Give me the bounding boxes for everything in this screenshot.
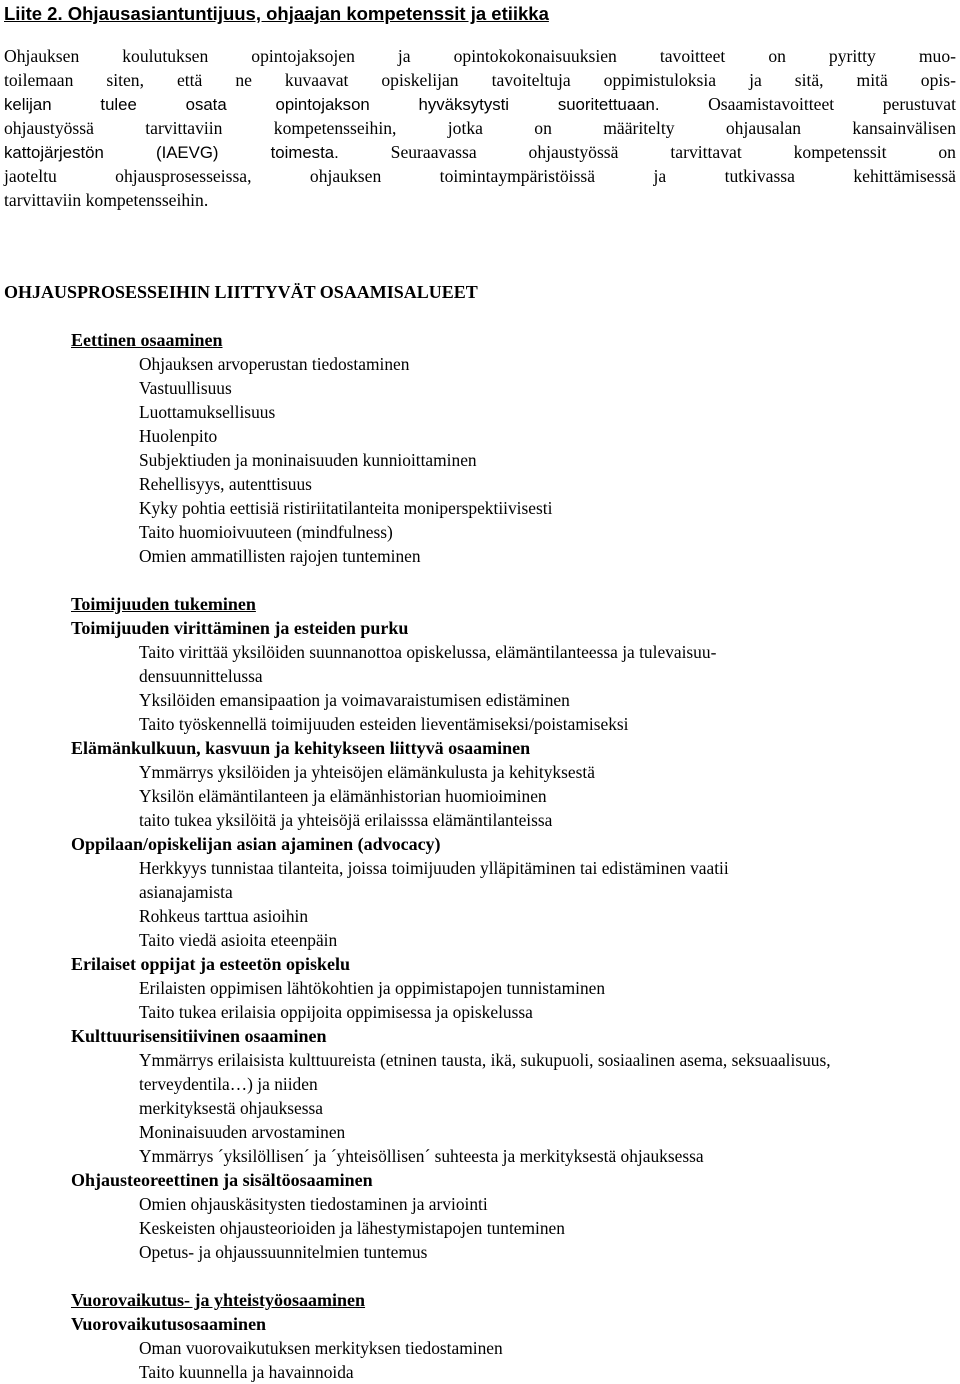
subarea-heading: Oppilaan/opiskelijan asian ajaminen (advocacy) xyxy=(71,834,441,854)
list-item: Luottamuksellisuus xyxy=(139,402,276,422)
list-item: Moninaisuuden arvostaminen xyxy=(139,1122,346,1142)
intro-paragraph xyxy=(4,44,956,212)
list-item: Yksilöiden emansipaation ja voimavaraistumisen edistäminen xyxy=(139,690,570,710)
list-item: Taito työskennellä toimijuuden esteiden lieventämiseksi/poistamiseksi xyxy=(139,714,629,734)
list-item: Oman vuorovaikutuksen merkityksen tiedostaminen xyxy=(139,1338,503,1358)
subarea-heading: Vuorovaikutusosaaminen xyxy=(71,1314,267,1334)
list-item: Taito huomioivuuteen (mindfulness) xyxy=(139,522,393,542)
list-item: terveydentila…) ja niiden xyxy=(139,1074,318,1094)
subarea-heading: Kulttuurisensitiivinen osaaminen xyxy=(71,1026,327,1046)
list-item: taito tukea yksilöitä ja yhteisöjä erilaisssa elämäntilanteissa xyxy=(139,810,553,830)
intro-line: ohjaustyössä tarvittaviin kompetensseihin, jotka on määritelty ohjausalan kansainvälisen xyxy=(4,118,956,138)
list-item: Taito virittää yksilöiden suunnanottoa opiskelussa, elämäntilanteessa ja tulevaisuu- xyxy=(139,642,717,662)
list-item: Opetus- ja ohjaussuunnitelmien tuntemus xyxy=(139,1242,428,1262)
intro-line xyxy=(4,92,956,116)
subarea-heading: Erilaiset oppijat ja esteetön opiskelu xyxy=(71,954,350,974)
list-item: densuunnittelussa xyxy=(139,666,263,686)
list-item: Erilaisten oppimisen lähtökohtien ja oppimistapojen tunnistaminen xyxy=(139,978,606,998)
intro-line: toilemaan siten, että ne kuvaavat opiskelijan tavoiteltuja oppimistuloksia ja sitä, mitä opis- xyxy=(4,70,956,90)
intro-line: Ohjauksen koulutuksen opintojaksojen ja opintokokonaisuuksien tavoitteet on pyritty muo- xyxy=(4,46,956,66)
list-item: Ymmärrys ´yksilöllisen´ ja ´yhteisöllisen´ suhteesta ja merkityksestä ohjauksessa xyxy=(139,1146,704,1166)
intro-text: kattojärjestön (IAEVG) toimesta. xyxy=(4,143,339,162)
page-title: Liite 2. Ohjausasiantuntijuus, ohjaajan kompetenssit ja etiikka xyxy=(4,3,549,24)
list-item: Ymmärrys erilaisista kulttuureista (etninen tausta, ikä, sukupuoli, sosiaalinen asema, seksuaalisuus, xyxy=(139,1050,831,1070)
list-item: Ymmärrys yksilöiden ja yhteisöjen elämänkulusta ja kehityksestä xyxy=(139,762,595,782)
subarea-heading: Elämänkulkuun, kasvuun ja kehitykseen liittyvä osaaminen xyxy=(71,738,531,758)
intro-text: Seuraavassa ohjaustyössä tarvittavat kompetenssit on xyxy=(338,142,956,162)
list-item: Ohjauksen arvoperustan tiedostaminen xyxy=(139,354,410,374)
area-heading-agency: Toimijuuden tukeminen xyxy=(71,594,256,614)
list-item: merkityksestä ohjauksessa xyxy=(139,1098,324,1118)
list-item: Yksilön elämäntilanteen ja elämänhistorian huomioiminen xyxy=(139,786,547,806)
list-item: Taito tukea erilaisia oppijoita oppimisessa ja opiskelussa xyxy=(139,1002,533,1022)
list-item: Omien ohjauskäsitysten tiedostaminen ja arviointi xyxy=(139,1194,488,1214)
list-item: Rohkeus tarttua asioihin xyxy=(139,906,309,926)
list-item: Taito kuunnella ja havainnoida xyxy=(139,1362,354,1382)
competence-list xyxy=(4,328,960,1384)
list-item: Keskeisten ohjausteorioiden ja lähestymistapojen tunteminen xyxy=(139,1218,565,1238)
list-item: Rehellisyys, autenttisuus xyxy=(139,474,312,494)
list-item: Huolenpito xyxy=(139,426,218,446)
area-heading-interaction: Vuorovaikutus- ja yhteistyöosaaminen xyxy=(71,1290,366,1310)
list-item: Taito viedä asioita eteenpäin xyxy=(139,930,338,950)
intro-text: kelijan tulee osata opintojakson hyväksytysti suoritettuaan. xyxy=(4,95,660,114)
intro-line: jaoteltu ohjausprosesseissa, ohjauksen toimintaympäristöissä ja tutkivassa kehittämisessä xyxy=(4,166,956,186)
list-item: Kyky pohtia eettisiä ristiriitatilanteita moniperspektiivisesti xyxy=(139,498,553,518)
list-item: Subjektiuden ja moninaisuuden kunnioittaminen xyxy=(139,450,477,470)
area-heading-ethics: Eettinen osaaminen xyxy=(71,330,223,350)
list-item: Herkkyys tunnistaa tilanteita, joissa toimijuuden ylläpitäminen tai edistäminen vaatii xyxy=(139,858,729,878)
intro-line: tarvittaviin kompetensseihin. xyxy=(4,190,209,210)
intro-text: Osaamistavoitteet perustuvat xyxy=(659,94,956,114)
subarea-heading: Toimijuuden virittäminen ja esteiden purku xyxy=(71,618,409,638)
intro-line xyxy=(4,140,956,164)
subarea-heading: Ohjausteoreettinen ja sisältöosaaminen xyxy=(71,1170,373,1190)
list-item: Vastuullisuus xyxy=(139,378,232,398)
list-item: asianajamista xyxy=(139,882,233,902)
list-item: Omien ammatillisten rajojen tunteminen xyxy=(139,546,421,566)
section-heading: OHJAUSPROSESSEIHIN LIITTYVÄT OSAAMISALUEET xyxy=(4,282,478,302)
